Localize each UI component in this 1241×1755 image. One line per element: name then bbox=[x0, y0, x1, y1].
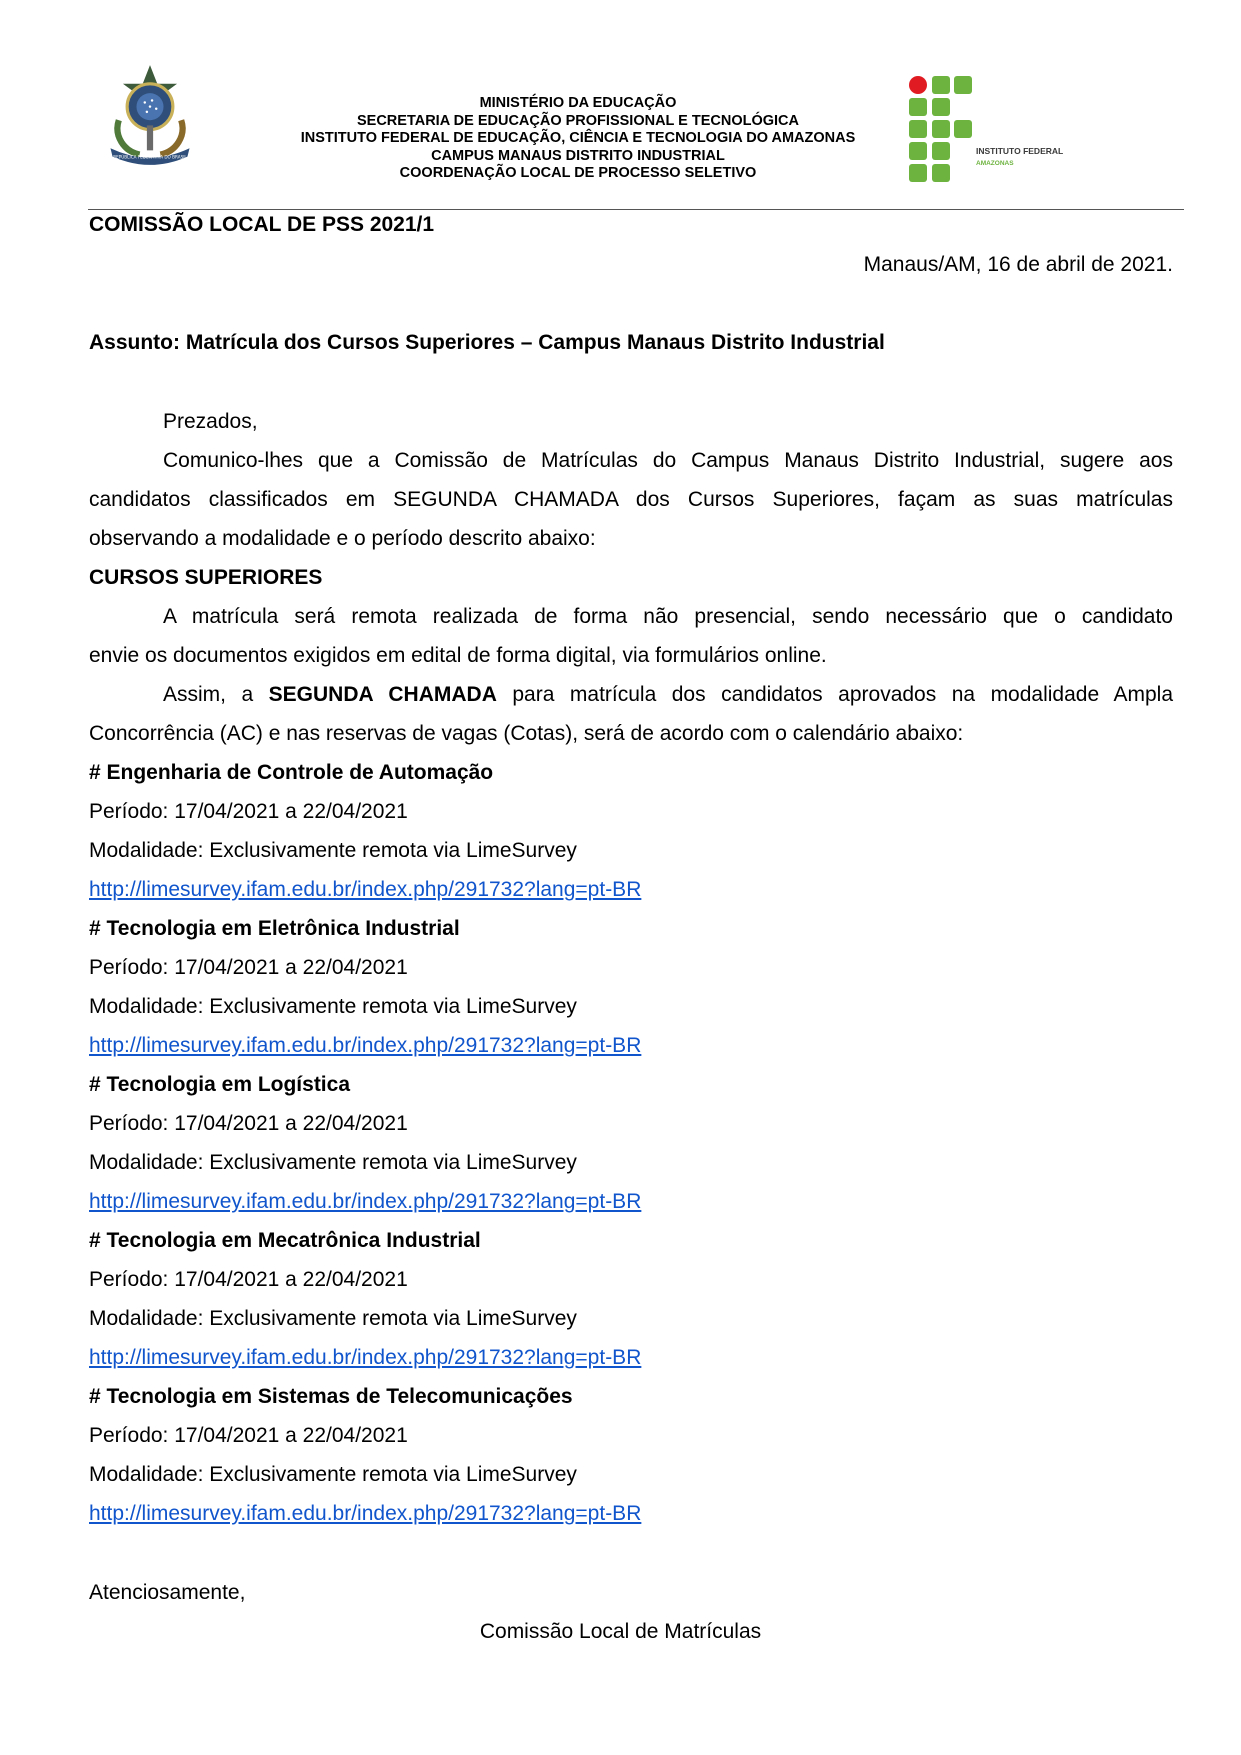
course-link-row bbox=[89, 1189, 1173, 1215]
date-line: Manaus/AM, 16 de abril de 2021. bbox=[863, 253, 1173, 276]
closing: Atenciosamente, bbox=[89, 1581, 246, 1604]
course-link[interactable]: http://limesurvey.ifam.edu.br/index.php/291732?lang=pt-BR bbox=[89, 1502, 642, 1525]
course-link-row bbox=[89, 1033, 1173, 1059]
course-link[interactable]: http://limesurvey.ifam.edu.br/index.php/291732?lang=pt-BR bbox=[89, 1346, 642, 1369]
section-title: CURSOS SUPERIORES bbox=[89, 566, 323, 589]
course-title: # Tecnologia em Eletrônica Industrial bbox=[89, 917, 460, 940]
greeting: Prezados, bbox=[163, 410, 258, 433]
paragraph-line: A matrícula será remota realizada de forma não presencial, sendo necessário que o candidato bbox=[163, 605, 1173, 628]
paragraph-line: candidatos classificados em SEGUNDA CHAMADA dos Cursos Superiores, façam as suas matrículas bbox=[89, 488, 1173, 511]
letterhead bbox=[88, 55, 1183, 205]
course-link[interactable]: http://limesurvey.ifam.edu.br/index.php/291732?lang=pt-BR bbox=[89, 878, 642, 901]
course-link[interactable]: http://limesurvey.ifam.edu.br/index.php/291732?lang=pt-BR bbox=[89, 1034, 642, 1057]
course-modality: Modalidade: Exclusivamente remota via LimeSurvey bbox=[89, 1463, 577, 1486]
letterhead-text bbox=[248, 95, 908, 183]
logo-text-institute: INSTITUTO FEDERAL bbox=[976, 146, 1064, 156]
course-title: # Tecnologia em Logística bbox=[89, 1073, 351, 1096]
course-period: Período: 17/04/2021 a 22/04/2021 bbox=[89, 956, 408, 979]
svg-text:REPÚBLICA FEDERATIVA DO BRASIL: REPÚBLICA FEDERATIVA DO BRASIL bbox=[113, 154, 187, 160]
course-link-row bbox=[89, 1501, 1173, 1527]
course-link[interactable]: http://limesurvey.ifam.edu.br/index.php/291732?lang=pt-BR bbox=[89, 1190, 642, 1213]
course-period: Período: 17/04/2021 a 22/04/2021 bbox=[89, 800, 408, 823]
course-period: Período: 17/04/2021 a 22/04/2021 bbox=[89, 1268, 408, 1291]
header-line: CAMPUS MANAUS DISTRITO INDUSTRIAL bbox=[431, 147, 725, 164]
course-period: Período: 17/04/2021 a 22/04/2021 bbox=[89, 1112, 408, 1135]
paragraph-line: Concorrência (AC) e nas reservas de vagas (Cotas), será de acordo com o calendário abaixo: bbox=[89, 722, 964, 745]
ifam-logo-icon bbox=[908, 73, 1064, 183]
paragraph-line: envie os documentos exigidos em edital de forma digital, via formulários online. bbox=[89, 644, 827, 667]
course-modality: Modalidade: Exclusivamente remota via LimeSurvey bbox=[89, 1151, 577, 1174]
course-link-row bbox=[89, 1345, 1173, 1371]
commission-title: COMISSÃO LOCAL DE PSS 2021/1 bbox=[89, 213, 435, 236]
header-line: COORDENAÇÃO LOCAL DE PROCESSO SELETIVO bbox=[399, 165, 757, 181]
course-link-row bbox=[89, 877, 1173, 903]
course-title: # Tecnologia em Sistemas de Telecomunicações bbox=[89, 1385, 573, 1408]
course-title: # Engenharia de Controle de Automação bbox=[89, 761, 494, 784]
logo-text-state: AMAZONAS bbox=[976, 160, 1014, 167]
header-line: INSTITUTO FEDERAL DE EDUCAÇÃO, CIÊNCIA E TECNOLOGIA DO AMAZONAS bbox=[300, 130, 856, 146]
header-line: MINISTÉRIO DA EDUCAÇÃO bbox=[479, 95, 677, 111]
paragraph-text: para matrícula dos candidatos aprovados na modalidade Ampla bbox=[496, 683, 1173, 706]
subject-line: Assunto: Matrícula dos Cursos Superiores – Campus Manaus Distrito Industrial bbox=[89, 331, 885, 354]
paragraph-line: observando a modalidade e o período descrito abaixo: bbox=[89, 527, 596, 550]
course-modality: Modalidade: Exclusivamente remota via LimeSurvey bbox=[89, 1307, 577, 1330]
emphasis-text: SEGUNDA CHAMADA bbox=[268, 683, 497, 706]
paragraph-line: Comunico-lhes que a Comissão de Matrículas do Campus Manaus Distrito Industrial, sugere aos bbox=[163, 449, 1173, 472]
course-modality: Modalidade: Exclusivamente remota via LimeSurvey bbox=[89, 839, 577, 862]
course-modality: Modalidade: Exclusivamente remota via LimeSurvey bbox=[89, 995, 577, 1018]
header-divider bbox=[88, 209, 1184, 210]
signature: Comissão Local de Matrículas bbox=[479, 1620, 762, 1643]
course-title: # Tecnologia em Mecatrônica Industrial bbox=[89, 1229, 481, 1252]
paragraph-line bbox=[89, 682, 1173, 708]
course-period: Período: 17/04/2021 a 22/04/2021 bbox=[89, 1424, 408, 1447]
brazil-coat-of-arms-icon bbox=[98, 63, 202, 167]
paragraph-text: Assim, a bbox=[163, 683, 269, 706]
header-line: SECRETARIA DE EDUCAÇÃO PROFISSIONAL E TECNOLÓGICA bbox=[356, 112, 799, 129]
